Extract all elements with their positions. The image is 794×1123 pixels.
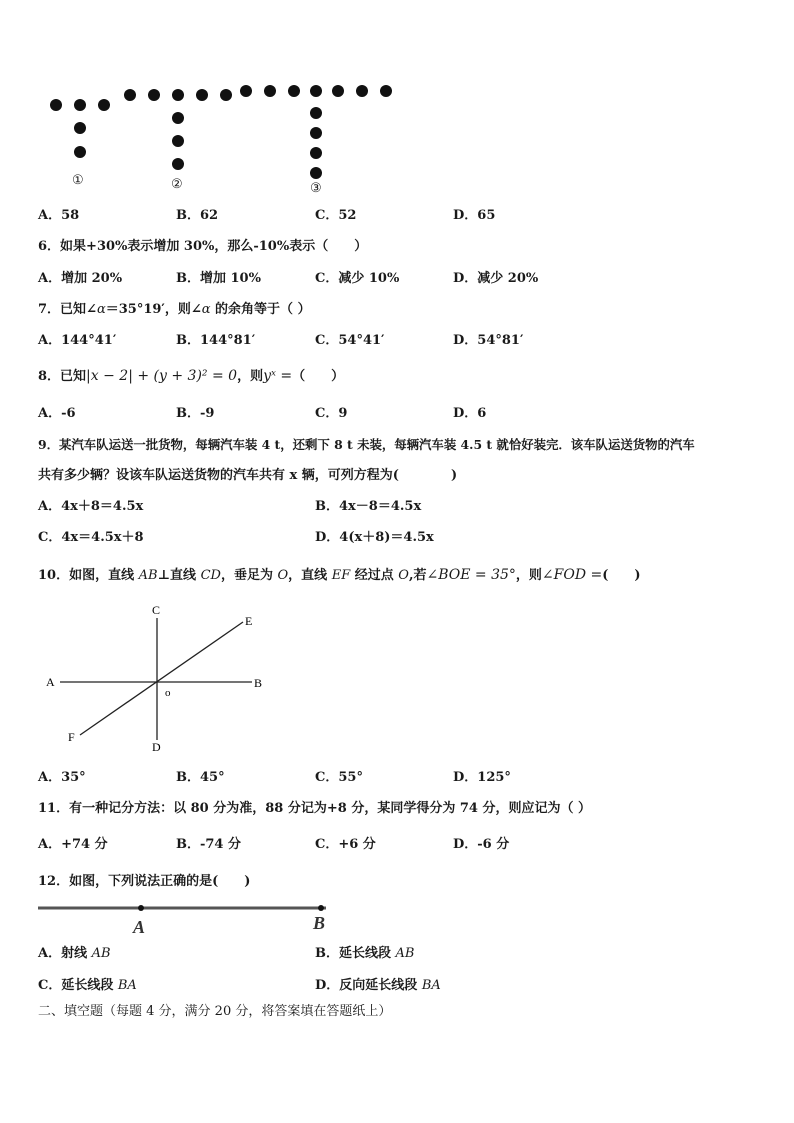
q10-var-o-2: O (398, 568, 409, 583)
q6-option-a: A．增加 20% (38, 271, 123, 286)
label-b: B (254, 676, 263, 690)
q10-var-o: O (277, 568, 289, 583)
q6-option-b: B．增加 10% (176, 271, 261, 286)
label-d: D (152, 740, 161, 754)
point-a-label: A (133, 917, 146, 937)
q7-stem-pre: 7．已知∠ (38, 302, 97, 317)
q11-option-d: D．-6 分 (453, 837, 510, 852)
q7-option-c: C．54°41′ (315, 333, 385, 348)
figure-label-1: ① (72, 173, 84, 188)
q7-option-b: B．144°81′ (176, 333, 256, 348)
q7-stem-mid: ＝35°19′，则∠ (105, 302, 202, 317)
q7-stem (38, 301, 311, 319)
q10-mid-2: ，直线 (288, 568, 332, 583)
q8-option-a: A．-6 (38, 406, 76, 421)
q10-option-d: D．125° (453, 770, 511, 785)
q9-option-a: A．4x＋8＝4.5x (38, 499, 144, 514)
q8-stem-post: （ ） (292, 369, 345, 384)
q12-option-a (38, 945, 111, 963)
q10-mid-3: 经过点 (350, 568, 399, 583)
q8-expression: yˣ = (263, 368, 293, 384)
figure-label-3: ③ (310, 181, 322, 196)
q9-stem-line-2: 共有多少辆？设该车队运送货物的汽车共有 x 辆，可列方程为( ) (38, 468, 458, 483)
q10-var-cd: CD (200, 568, 221, 583)
q12-option-c (38, 977, 137, 995)
q10-ask: ∠FOD = (541, 567, 603, 583)
q8-stem-pre: 8．已知 (38, 369, 87, 384)
q10-var-ef: EF (331, 568, 351, 583)
q5-option-b: B．62 (176, 208, 219, 223)
q11-option-c: C．+6 分 (315, 837, 376, 852)
q8-option-b: B．-9 (176, 406, 215, 421)
q6-option-d: D．减少 20% (453, 271, 539, 286)
q11-option-a: A．+74 分 (38, 837, 108, 852)
q9-option-d: D．4(x＋8)＝4.5x (315, 530, 434, 545)
q10-mid-4: ,若 (408, 568, 427, 583)
q9-option-b: B．4x－8＝4.5x (315, 499, 422, 514)
q6-stem: 6．如果+30%表示增加 30%，那么-10%表示（ ） (38, 239, 368, 254)
q5-option-a: A．58 (38, 208, 80, 223)
q6-option-c: C．减少 10% (315, 271, 400, 286)
q10-perp: ⊥直线 (157, 568, 201, 583)
q12-option-b-text: B．延长线段 (315, 946, 396, 961)
q7-stem-post: 的余角等于（ ） (210, 302, 311, 317)
q5-option-d: D．65 (453, 208, 496, 223)
q7-alpha-2: α (201, 302, 211, 317)
q8-option-d: D．6 (453, 406, 487, 421)
q10-option-a: A．35° (38, 770, 86, 785)
q9-stem-line-1: 9．某汽车队运送一批货物，每辆汽车装 4 t，还剩下 8 t 未装，每辆汽车装 4.5 t 就恰好装完．该车队运送货物的汽车 (38, 437, 695, 452)
point-b (318, 905, 324, 911)
q11-option-b: B．-74 分 (176, 837, 242, 852)
label-f: F (68, 730, 75, 744)
q10-var-ab: AB (138, 568, 158, 583)
q8-equation: |x − 2| + (y + 3)² = 0 (86, 368, 238, 384)
q8-stem-mid: ，则 (237, 369, 264, 384)
q10-stem-post: ( ) (602, 568, 641, 583)
q12-option-d-text: D．反向延长线段 (315, 978, 422, 993)
q11-stem: 11．有一种记分方法：以 80 分为准，88 分记为+8 分，某同学得分为 74 分，则应记为（ ） (38, 801, 591, 816)
q10-option-c: C．55° (315, 770, 363, 785)
q10-mid-1: ，垂足为 (220, 568, 278, 583)
dot-pattern-figure (40, 78, 400, 198)
intersecting-lines-figure (40, 598, 280, 758)
q10-condition: ∠BOE = 35° (426, 567, 516, 583)
q7-option-a: A．144°41′ (38, 333, 117, 348)
label-e: E (245, 614, 253, 628)
q10-stem-pre: 10．如图，直线 (38, 568, 139, 583)
q12-option-b (315, 945, 414, 963)
point-b-label: B (313, 913, 326, 933)
q12-stem: 12．如图，下列说法正确的是( ) (38, 874, 251, 889)
q5-option-c: C．52 (315, 208, 357, 223)
q8-option-c: C．9 (315, 406, 348, 421)
q12-option-c-var: BA (117, 978, 137, 993)
q10-stem (38, 566, 641, 585)
q10-mid-5: ，则 (515, 568, 542, 583)
q9-option-c: C．4x＝4.5x＋8 (38, 530, 144, 545)
label-a: A (46, 675, 55, 689)
q7-option-d: D．54°81′ (453, 333, 524, 348)
line-ef (80, 622, 243, 735)
q7-alpha: α (96, 302, 106, 317)
q12-option-b-var: AB (395, 946, 415, 961)
section-2-heading: 二、填空题（每题 4 分，满分 20 分，将答案填在答题纸上） (38, 1004, 392, 1019)
figure-label-2: ② (171, 177, 183, 192)
segment-ab-figure (38, 900, 338, 938)
label-c: C (152, 603, 161, 617)
q10-option-b: B．45° (176, 770, 225, 785)
q12-option-a-var: AB (91, 946, 111, 961)
q12-option-d (315, 977, 441, 995)
point-a (138, 905, 144, 911)
q12-option-c-text: C．延长线段 (38, 978, 118, 993)
label-o: o (165, 687, 171, 699)
q12-option-a-text: A．射线 (38, 946, 92, 961)
q12-option-d-var: BA (421, 978, 441, 993)
q8-stem (38, 367, 344, 386)
